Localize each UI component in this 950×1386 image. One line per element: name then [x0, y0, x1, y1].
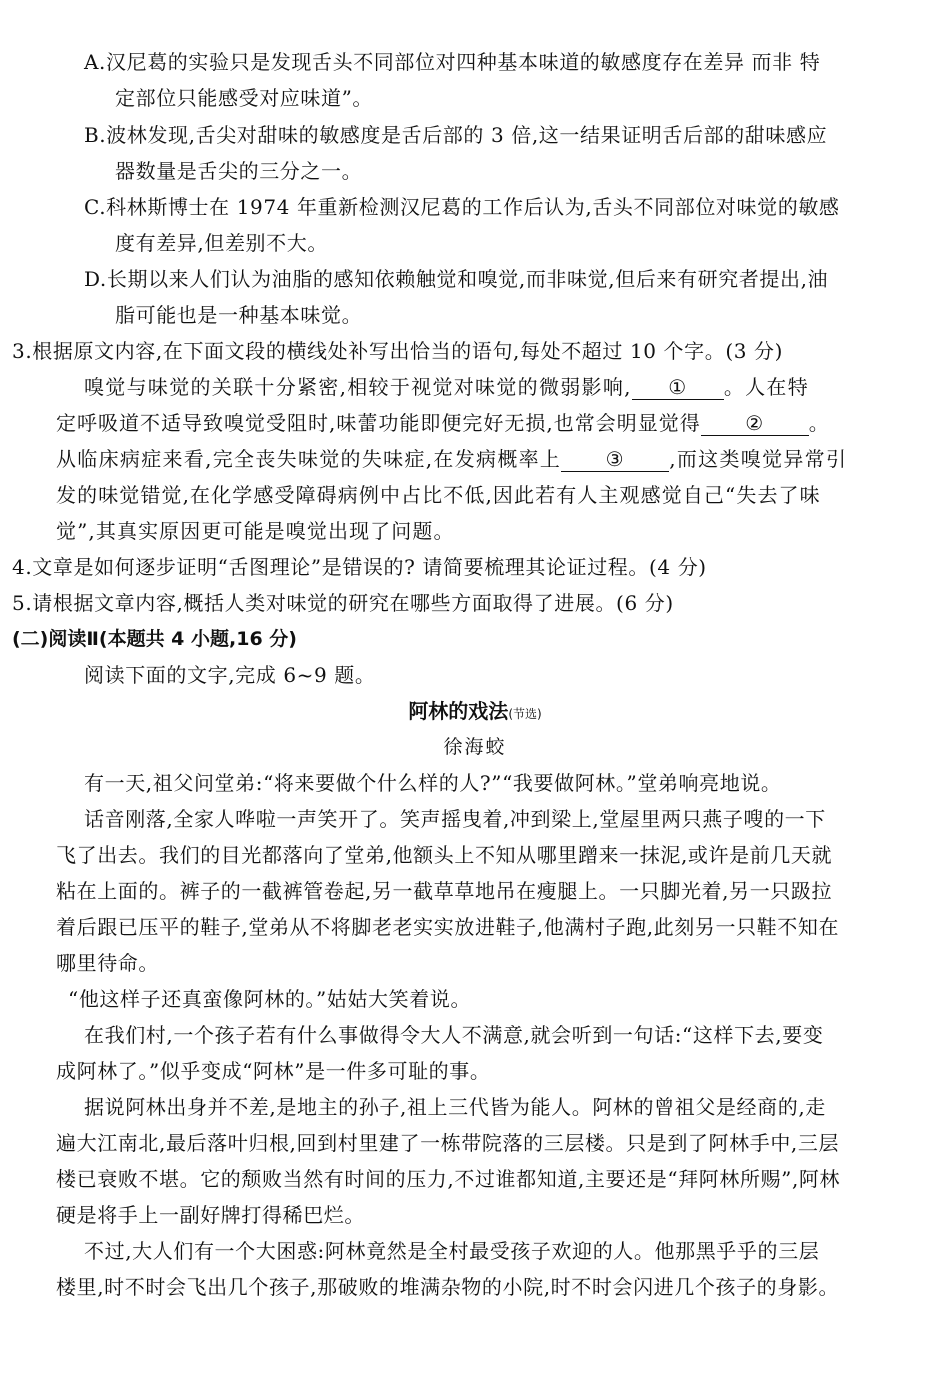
- option-a-line-2: 定部位只能感受对应味道”。: [115, 86, 374, 110]
- passage-text: 从临床病症来看,完全丧失味觉的失味症,在发病概率上: [56, 447, 562, 471]
- passage-text: 。人在特: [723, 375, 810, 399]
- story-line: 有一天,祖父问堂弟:“将来要做个什么样的人?”“我要做阿林。”堂弟响亮地说。: [84, 771, 782, 795]
- passage-text: 定呼吸道不适导致嗅觉受阻时,味蕾功能即便完好无损,也常会明显觉得: [56, 411, 701, 435]
- story-line: 着后跟已压平的鞋子,堂弟从不将脚老老实实放进鞋子,他满村子跑,此刻另一只鞋不知在: [56, 915, 840, 939]
- answer-blank-2[interactable]: ②: [701, 411, 809, 436]
- answer-blank-3[interactable]: ③: [561, 447, 669, 472]
- question-3-passage-line-5: 觉”,其真实原因更可能是嗅觉出现了问题。: [56, 519, 455, 543]
- story-line: 在我们村,一个孩子若有什么事做得令大人不满意,就会听到一句话:“这样下去,要变: [84, 1023, 824, 1047]
- passage-text: 。: [808, 411, 830, 435]
- story-author: 徐海蛟: [443, 736, 507, 758]
- story-line: 飞了出去。我们的目光都落向了堂弟,他额头上不知从哪里蹭来一抹泥,或许是前几天就: [56, 843, 833, 867]
- story-line: 硬是将手上一副好牌打得稀巴烂。: [56, 1203, 365, 1227]
- story-line: 楼里,时不时会飞出几个孩子,那破败的堆满杂物的小院,时不时会闪进几个孩子的身影。: [56, 1275, 840, 1299]
- question-5: 5.请根据文章内容,概括人类对味觉的研究在哪些方面取得了进展。(6 分): [12, 591, 674, 615]
- story-line: “他这样子还真蛮像阿林的。”姑姑大笑着说。: [68, 987, 472, 1011]
- story-title: [0, 697, 950, 728]
- passage-text: ,而这类嗅觉异常引: [669, 447, 848, 471]
- answer-blank-1[interactable]: ①: [632, 375, 724, 400]
- question-3-passage-line-1: [84, 373, 809, 401]
- option-c-line-2: 度有差异,但差别不大。: [115, 231, 328, 255]
- story-line: 成阿林了。”似乎变成“阿林”是一件多可耻的事。: [56, 1059, 491, 1083]
- story-line: 不过,大人们有一个大困惑:阿林竟然是全村最受孩子欢迎的人。他那黑乎乎的三层: [84, 1239, 820, 1263]
- question-3-passage-line-2: [56, 409, 830, 437]
- story-line: 楼已衰败不堪。它的颓败当然有时间的压力,不过谁都知道,主要还是“拜阿林所赐”,阿林: [56, 1167, 841, 1191]
- question-3-passage-line-3: [56, 445, 847, 473]
- option-b-line-1: B.波林发现,舌尖对甜味的敏感度是舌后部的 3 倍,这一结果证明舌后部的甜味感应: [84, 123, 828, 147]
- option-a-line-1: A.汉尼葛的实验只是发现舌头不同部位对四种基本味道的敏感度存在差异 而非 特: [84, 50, 821, 74]
- option-c-line-1: C.科林斯博士在 1974 年重新检测汉尼葛的工作后认为,舌头不同部位对味觉的敏感: [84, 195, 840, 219]
- passage-text: 嗅觉与味觉的关联十分紧密,相较于视觉对味觉的微弱影响,: [84, 375, 632, 399]
- question-4: 4.文章是如何逐步证明“舌图理论”是错误的? 请简要梳理其论证过程。(4 分): [12, 555, 707, 579]
- story-line: 哪里待命。: [56, 951, 159, 975]
- option-d-line-1: D.长期以来人们认为油脂的感知依赖触觉和嗅觉,而非味觉,但后来有研究者提出,油: [84, 267, 829, 291]
- story-title-note: (节选): [508, 707, 542, 721]
- section-2-heading: (二)阅读Ⅱ(本题共 4 小题,16 分): [12, 628, 297, 650]
- story-line: 据说阿林出身并不差,是地主的孙子,祖上三代皆为能人。阿林的曾祖父是经商的,走: [84, 1095, 826, 1119]
- story-title-text: 阿林的戏法: [408, 699, 509, 723]
- question-3-stem: 3.根据原文内容,在下面文段的横线处补写出恰当的语句,每处不超过 10 个字。(3 分): [12, 339, 784, 363]
- story-line: 粘在上面的。裤子的一截裤管卷起,另一截草草地吊在瘦腿上。一只脚光着,另一只趿拉: [56, 879, 833, 903]
- option-d-line-2: 脂可能也是一种基本味觉。: [115, 303, 363, 327]
- option-b-line-2: 器数量是舌尖的三分之一。: [115, 159, 363, 183]
- section-2-instruction: 阅读下面的文字,完成 6~9 题。: [84, 663, 376, 687]
- story-line: 话音刚落,全家人哗啦一声笑开了。笑声摇曳着,冲到梁上,堂屋里两只燕子嗖的一下: [84, 807, 826, 831]
- story-line: 遍大江南北,最后落叶归根,回到村里建了一栋带院落的三层楼。只是到了阿林手中,三层: [56, 1131, 840, 1155]
- question-3-passage-line-4: 发的味觉错觉,在化学感受障碍病例中占比不低,因此若有人主观感觉自己“失去了味: [56, 483, 821, 507]
